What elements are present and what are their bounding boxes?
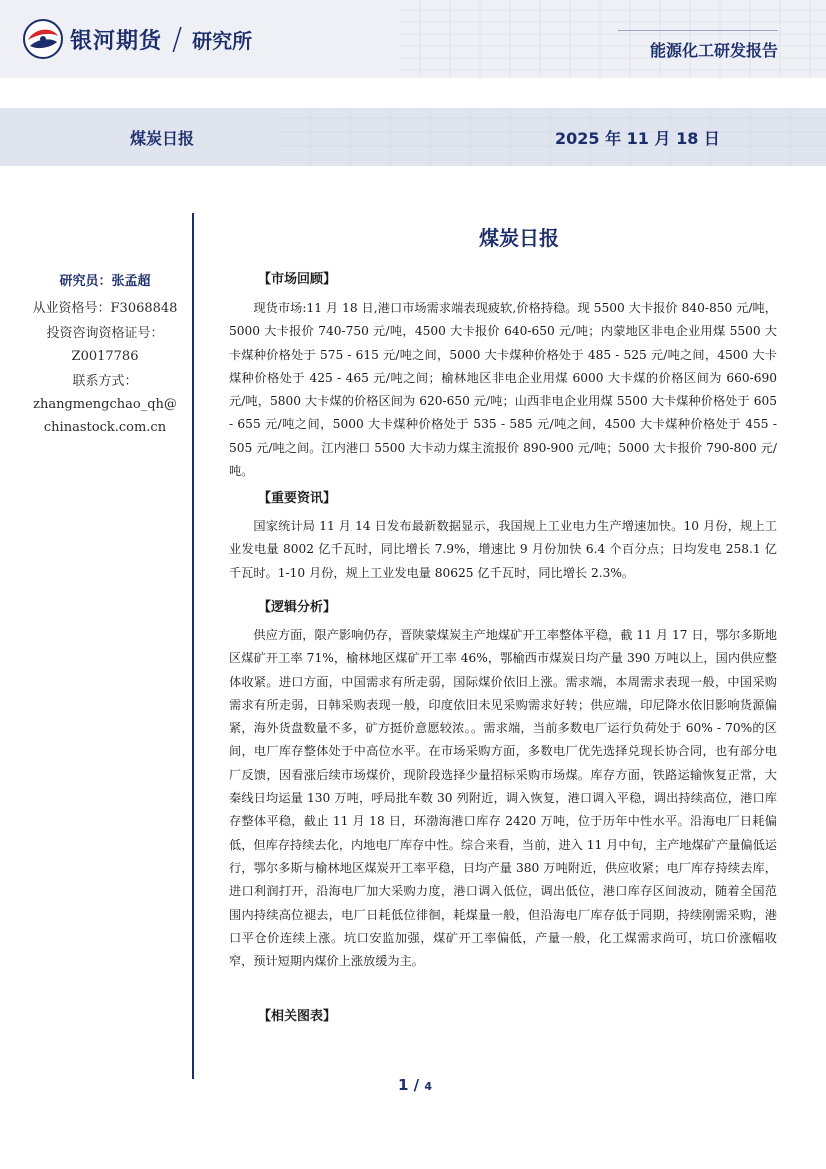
band-title: 煤炭日报: [130, 129, 195, 148]
page-current: 1: [398, 1076, 409, 1094]
sidebar-divider: [192, 213, 194, 1079]
title-band: [0, 108, 826, 166]
brand-name: 银河期货: [70, 28, 163, 54]
consult-number: Z0017786: [71, 349, 139, 364]
analyst-sidebar: [22, 270, 188, 439]
contact-email-line-2[interactable]: chinastock.com.cn: [43, 420, 167, 435]
institute-name: 研究所: [192, 28, 253, 53]
section-body-key-news: 国家统计局 11 月 14 日发布最新数据显示，我国规上工业电力生产增速加快。10 月份，规上工业发电量 8002 亿千瓦时，同比增长 7.9%，增速比 9 月份加快 6.4 个百分点；日均发电 258.1 亿千瓦时。1-10 月份，规上工业发电量 80625 亿千瓦时，同比增长 2.3%。: [229, 519, 777, 580]
section-heading-market-review: 【市场回顾】: [258, 272, 337, 287]
page-header: [0, 0, 826, 78]
galaxy-logo-icon: [22, 18, 64, 60]
section-heading-related-charts: 【相关图表】: [258, 1009, 337, 1024]
section-body-logic-analysis: 供应方面，限产影响仍存，晋陕蒙煤炭主产地煤矿开工率整体平稳，截 11 月 17 日，鄂尔多斯地区煤矿开工率 71%，榆林地区煤矿开工率 46%，鄂榆西市煤炭日均产量 390 万吨以上，国内供应整体收紧。进口方面，中国需求有所走弱，国际煤价依旧上涨。需求端，本周需求表现一般，中国采购需求有所走弱，日韩采购表现一般，印度依旧未见采购需求好转；供应端，印尼降水依旧影响货源偏紧，海外货盘数量不多，矿方挺价意愿较浓。。需求端，当前多数电厂运行负荷处于 60% - 70%的区间，电厂库存整体处于中高位水平。在市场采购方面，多数电厂优先选择兑现长协合同，也有部分电厂反馈，因看涨后续市场煤价，现阶段选择少量招标采购市场煤。库存方面，铁路运输恢复正常，大秦线日均运量 130 万吨，呼局批车数 30 列附近，调入恢复，港口调入平稳，调出持续高位，港口库存整体平稳，截止 11 月 18 日，环渤海港口库存 2420 万吨，位于历年中性水平。沿海电厂日耗偏低，但库存持续去化，内地电厂库存中性。综合来看，当前，进入 11 月中旬，主产地煤矿产量偏低运行，鄂尔多斯与榆林地区煤炭开工率平稳，日均产量 380 万吨附近，供应收紧；电厂库存持续去库，进口利润打开，沿海电厂加大采购力度，港口调入低位，调出低位，港口库存区间波动，随着全国范围内持续高位褪去，电厂日耗低位徘徊，耗煤量一般，但沿海电厂库存低于同期，持续刚需采购，港口平仓价连续上涨。坑口安监加强，煤矿开工率偏低，产量一般，化工煤需求尚可，坑口价涨幅收窄，预计短期内煤价上涨放缓为主。: [229, 628, 777, 969]
contact-email-line-1[interactable]: zhangmengchao_qh@: [33, 397, 177, 412]
section-body-market-review: 现货市场:11 月 18 日,港口市场需求端表现疲软,价格持稳。现 5500 大卡报价 840-850 元/吨，5000 大卡报价 740-750 元/吨，4500 大卡报价 640-650 元/吨；内蒙地区非电企业用煤 5500 大卡煤种价格处于 575 - 615 元/吨之间，5000 大卡煤种价格处于 485 - 525 元/吨之间，4500 大卡煤种价格处于 425 - 465 元/吨之间；榆林地区非电企业用煤 6000 大卡煤的价格区间为 660-690 元/吨，5800 大卡煤的价格区间为 620-650 元/吨；山西非电企业用煤 5500 大卡煤种价格处于 605 - 655 元/吨之间，5000 大卡煤种价格处于 535 - 585 元/吨之间，4500 大卡煤种价格处于 455 - 505 元/吨之间。江内港口 5500 大卡动力煤主流报价 890-900 元/吨；5000 大卡报价 790-800 元/吨。: [229, 301, 777, 479]
main-title: 煤炭日报: [479, 226, 559, 250]
report-type: 能源化工研发报告: [649, 41, 778, 60]
section-heading-logic-analysis: 【逻辑分析】: [258, 600, 337, 615]
page-total: 4: [424, 1080, 433, 1093]
page-separator: /: [413, 1076, 420, 1094]
report-date: 2025 年 11 月 18 日: [555, 129, 720, 148]
brand-divider: /: [172, 21, 183, 57]
brand-logo: [22, 18, 252, 60]
consult-label: 投资咨询资格证号：: [46, 326, 164, 341]
section-heading-key-news: 【重要资讯】: [258, 491, 337, 506]
page-number: [398, 1076, 432, 1094]
band-grid-decoration: [280, 108, 826, 166]
contact-label: 联系方式：: [72, 374, 138, 389]
license-number: 从业资格号：F3068848: [32, 301, 178, 316]
analyst-name: 研究员：张孟超: [59, 274, 151, 289]
report-type-rule: [618, 30, 778, 31]
